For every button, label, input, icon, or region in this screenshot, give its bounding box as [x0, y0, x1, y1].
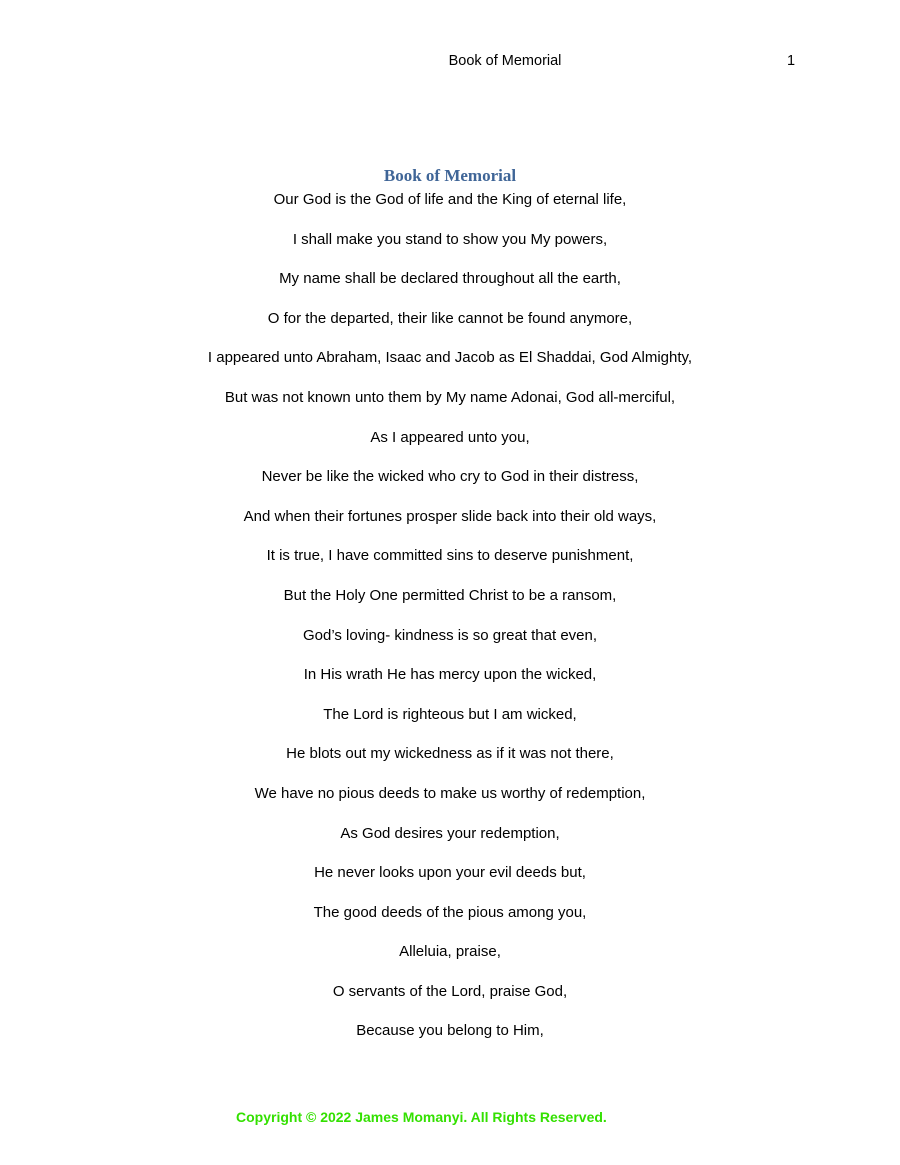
poem-line: Alleluia, praise, — [399, 943, 501, 961]
poem-line: O servants of the Lord, praise God, — [332, 982, 568, 1000]
poem-line: We have no pious deeds to make us worthy of redemption, — [254, 784, 646, 802]
poem-line: Our God is the God of life and the King of eternal life, — [273, 191, 627, 208]
poem-line: Never be like the wicked who cry to God in their distress, — [261, 468, 639, 486]
poem-body — [0, 190, 900, 1061]
poem-line: He never looks upon your evil deeds but, — [314, 864, 586, 882]
poem-line: As God desires your redemption, — [340, 824, 560, 842]
document-title: Book of Memorial — [383, 166, 517, 185]
poem-line: I shall make you stand to show you My powers, — [292, 230, 608, 248]
page-number: 1 — [787, 53, 796, 69]
poem-line: But was not known unto them by My name Adonai, God all-merciful, — [224, 388, 676, 406]
poem-line: As I appeared unto you, — [370, 428, 530, 446]
running-header-title: Book of Memorial — [448, 53, 562, 69]
poem-line: In His wrath He has mercy upon the wicked, — [303, 666, 597, 684]
poem-line: And when their fortunes prosper slide back into their old ways, — [243, 507, 657, 525]
poem-line: Because you belong to Him, — [356, 1022, 544, 1040]
poem-line: God’s loving- kindness is so great that even, — [302, 626, 598, 644]
poem-line: My name shall be declared throughout all the earth, — [279, 270, 621, 288]
poem-line: He blots out my wickedness as if it was not there, — [286, 745, 614, 763]
poem-line: It is true, I have committed sins to deserve punishment, — [266, 547, 634, 565]
copyright-notice: Copyright © 2022 James Momanyi. All Rights Reserved. — [236, 1109, 607, 1125]
poem-line: O for the departed, their like cannot be found anymore, — [267, 309, 633, 327]
poem-line: The good deeds of the pious among you, — [313, 903, 587, 921]
poem-line: I appeared unto Abraham, Isaac and Jacob as El Shaddai, God Almighty, — [207, 349, 693, 367]
poem-line: But the Holy One permitted Christ to be a ransom, — [283, 586, 617, 604]
poem-line: The Lord is righteous but I am wicked, — [323, 705, 577, 723]
